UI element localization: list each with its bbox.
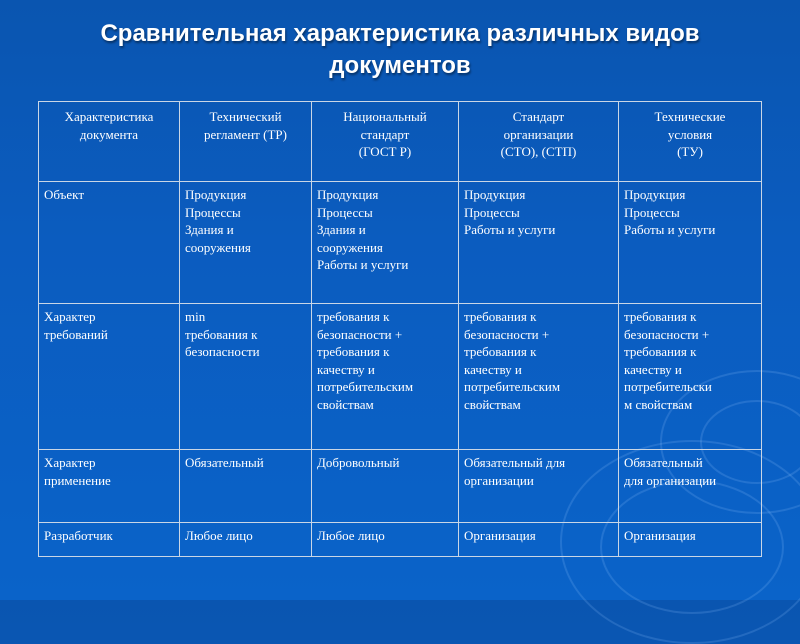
cell-line: Продукция: [624, 187, 686, 202]
header-characteristic: [39, 102, 180, 182]
cell-line: применение: [44, 472, 111, 488]
table-cell: [619, 304, 762, 450]
cell-line: Продукция: [464, 187, 526, 202]
comparison-table: [38, 101, 762, 557]
table-row-requirements: [39, 304, 762, 450]
cell-line: Работы и услуги: [624, 222, 716, 237]
cell-line: Процессы: [464, 204, 520, 220]
table-cell: [39, 523, 180, 557]
cell-line: безопасности: [185, 344, 260, 359]
cell-line: потребительски: [624, 379, 712, 394]
cell-line: требования к: [464, 344, 537, 359]
cell-line: сооружения: [185, 239, 251, 255]
cell-line: сооружения: [317, 239, 383, 255]
cell-line: min: [185, 309, 206, 324]
header-row: [39, 102, 762, 182]
cell-line: Процессы: [185, 204, 241, 220]
cell-line: Здания и: [185, 222, 234, 237]
cell-line: Процессы: [317, 204, 373, 220]
cell-line: потребительским: [317, 379, 414, 394]
slide-title: [40, 18, 760, 82]
cell-line: безопасности +: [317, 326, 403, 342]
header-line: условия: [667, 126, 713, 142]
cell-line: требований: [44, 326, 108, 342]
table-cell: [312, 523, 459, 557]
table-cell: [39, 450, 180, 523]
cell-line: качеству и: [624, 361, 682, 377]
cell-line: организации: [464, 472, 534, 488]
table-row-application: [39, 450, 762, 523]
cell-line: Характер: [44, 309, 96, 324]
cell-line: Характер: [44, 455, 96, 470]
table-cell: [312, 450, 459, 523]
table-cell: [180, 182, 312, 304]
header-line: организации: [503, 126, 574, 142]
header-line: документа: [79, 126, 139, 142]
header-line: (ТУ): [677, 144, 703, 159]
header-line: регламент (ТР): [204, 126, 287, 142]
header-line: (ГОСТ Р): [358, 144, 412, 159]
header-line: Технический: [209, 109, 282, 124]
header-national-standard: [312, 102, 459, 182]
cell-line: Организация: [624, 528, 696, 543]
header-technical-conditions: [619, 102, 762, 182]
table-cell: [459, 304, 619, 450]
cell-line: безопасности +: [624, 326, 710, 342]
table-cell: [619, 182, 762, 304]
table-cell: [459, 523, 619, 557]
table-cell: [180, 523, 312, 557]
cell-line: потребительским: [464, 379, 561, 394]
header-line: (СТО), (СТП): [500, 144, 577, 159]
table-cell: [619, 523, 762, 557]
cell-line: м свойствам: [624, 396, 693, 412]
cell-line: требования к: [464, 309, 537, 324]
cell-line: для организации: [624, 472, 717, 488]
slide-title-line: Сравнительная характеристика различных видов: [100, 20, 700, 47]
cell-line: свойствам: [464, 396, 521, 412]
header-line: Стандарт: [512, 109, 565, 124]
cell-line: Обязательный: [624, 455, 703, 470]
cell-line: Здания и: [317, 222, 366, 237]
table-cell: [312, 182, 459, 304]
cell-line: Продукция: [185, 187, 247, 202]
header-line: Национальный: [343, 109, 427, 124]
cell-line: свойствам: [317, 396, 374, 412]
cell-line: требования к: [317, 309, 390, 324]
table-cell: [459, 450, 619, 523]
slide-title-line: документов: [329, 52, 471, 79]
cell-line: требования к: [624, 309, 697, 324]
table-row-object: [39, 182, 762, 304]
cell-line: Процессы: [624, 204, 680, 220]
table-cell: [459, 182, 619, 304]
header-organization-standard: [459, 102, 619, 182]
header-technical-regulation: [180, 102, 312, 182]
cell-line: Обязательный: [185, 455, 264, 470]
cell-line: требования к: [185, 326, 258, 342]
cell-line: Добровольный: [317, 455, 400, 470]
cell-line: Любое лицо: [317, 528, 385, 543]
header-line: Технические: [654, 109, 726, 124]
cell-line: требования к: [317, 344, 390, 359]
header-line: стандарт: [360, 126, 410, 142]
cell-line: качеству и: [317, 361, 375, 377]
cell-line: безопасности +: [464, 326, 550, 342]
cell-line: Работы и услуги: [464, 222, 556, 237]
cell-line: Объект: [44, 187, 84, 202]
table-cell: [39, 182, 180, 304]
cell-line: Работы и услуги: [317, 257, 409, 272]
cell-line: Обязательный для: [464, 455, 566, 470]
cell-line: Разработчик: [44, 528, 113, 543]
cell-line: требования к: [624, 344, 697, 359]
table-cell: [180, 450, 312, 523]
cell-line: Продукция: [317, 187, 379, 202]
header-line: Характеристика: [64, 109, 154, 124]
table-row-developer: [39, 523, 762, 557]
cell-line: качеству и: [464, 361, 522, 377]
cell-line: Любое лицо: [185, 528, 253, 543]
cell-line: Организация: [464, 528, 536, 543]
table-cell: [312, 304, 459, 450]
table-cell: [619, 450, 762, 523]
table-cell: [180, 304, 312, 450]
table-cell: [39, 304, 180, 450]
